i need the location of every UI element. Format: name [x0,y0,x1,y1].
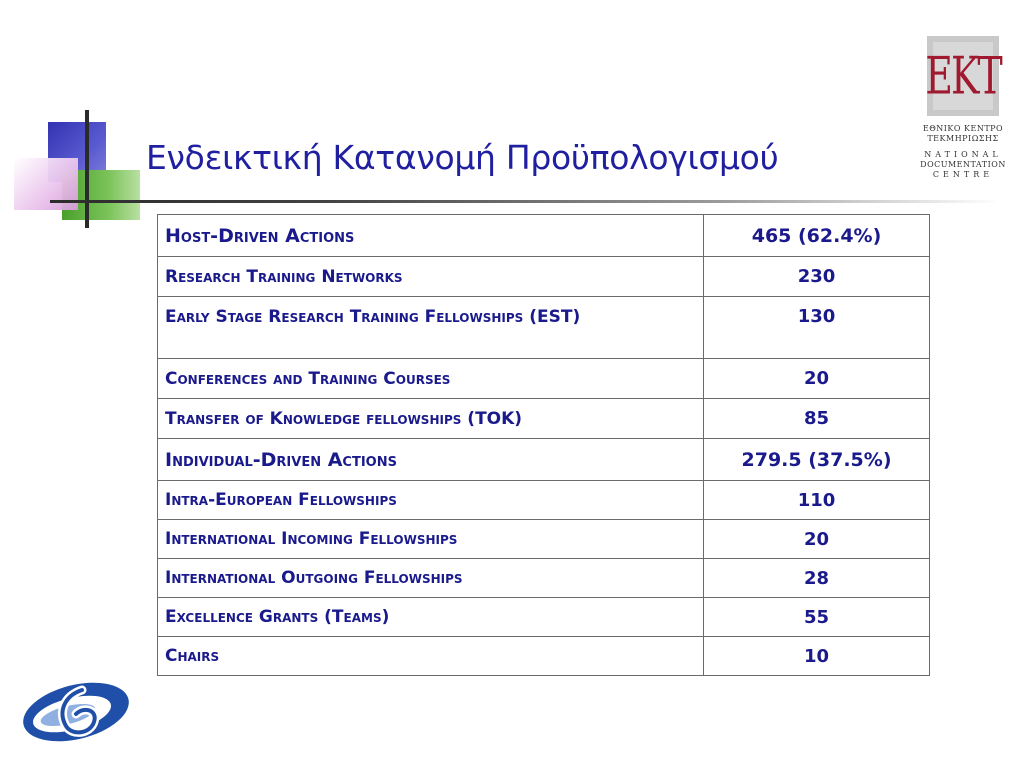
ekt-logo-line-5: CENTRE [932,170,994,179]
row-value: 28 [704,559,930,598]
row-label: Conferences and Training Courses [158,359,704,399]
row-label: Individual-Driven Actions [158,439,704,481]
row-value: 55 [704,598,930,637]
row-value: 230 [704,257,930,297]
row-label: Intra-European Fellowships [158,481,704,520]
row-value: 465 (62.4%) [704,215,930,257]
row-label: Excellence Grants (Teams) [158,598,704,637]
decorative-vertical-line [85,110,89,228]
row-label: Early Stage Research Training Fellowships (EST) [158,297,704,359]
ekt-logo-mark: EKT [925,46,1001,106]
table-row [158,637,930,676]
table-row [158,257,930,297]
table-row [158,399,930,439]
table-row-header [158,439,930,481]
row-label: International Outgoing Fellowships [158,559,704,598]
row-label: Transfer of Knowledge fellowships (TOK) [158,399,704,439]
ekt-logo [918,36,1008,180]
ekt-logo-line-2: ΤΕΚΜΗΡΙΩΣΗΣ [927,134,999,143]
budget-table [157,214,930,676]
ekt-logo-box [927,36,999,116]
row-label: Research Training Networks [158,257,704,297]
ekt-logo-line-1: ΕΘΝΙΚΟ ΚΕΝΤΡΟ [922,124,1004,133]
table-row-header [158,215,930,257]
row-value: 110 [704,481,930,520]
table-row [158,520,930,559]
fp6-logo-graphic [20,682,132,742]
fp6-logo-icon [20,682,132,742]
ekt-logo-line-4: DOCUMENTATION [920,160,1006,169]
row-value: 279.5 (37.5%) [704,439,930,481]
row-value: 20 [704,520,930,559]
row-value: 85 [704,399,930,439]
row-value: 10 [704,637,930,676]
table-row [158,598,930,637]
row-label: International Incoming Fellowships [158,520,704,559]
ekt-logo-line-3: NATIONAL [924,150,1002,159]
row-label: Host-Driven Actions [158,215,704,257]
table-row [158,359,930,399]
table-row [158,559,930,598]
row-value: 130 [704,297,930,359]
table-row [158,297,930,359]
row-value: 20 [704,359,930,399]
slide-title: Ενδεικτική Κατανομή Προϋπολογισμού [146,138,779,177]
row-label: Chairs [158,637,704,676]
title-underline [50,200,1000,203]
table-row [158,481,930,520]
